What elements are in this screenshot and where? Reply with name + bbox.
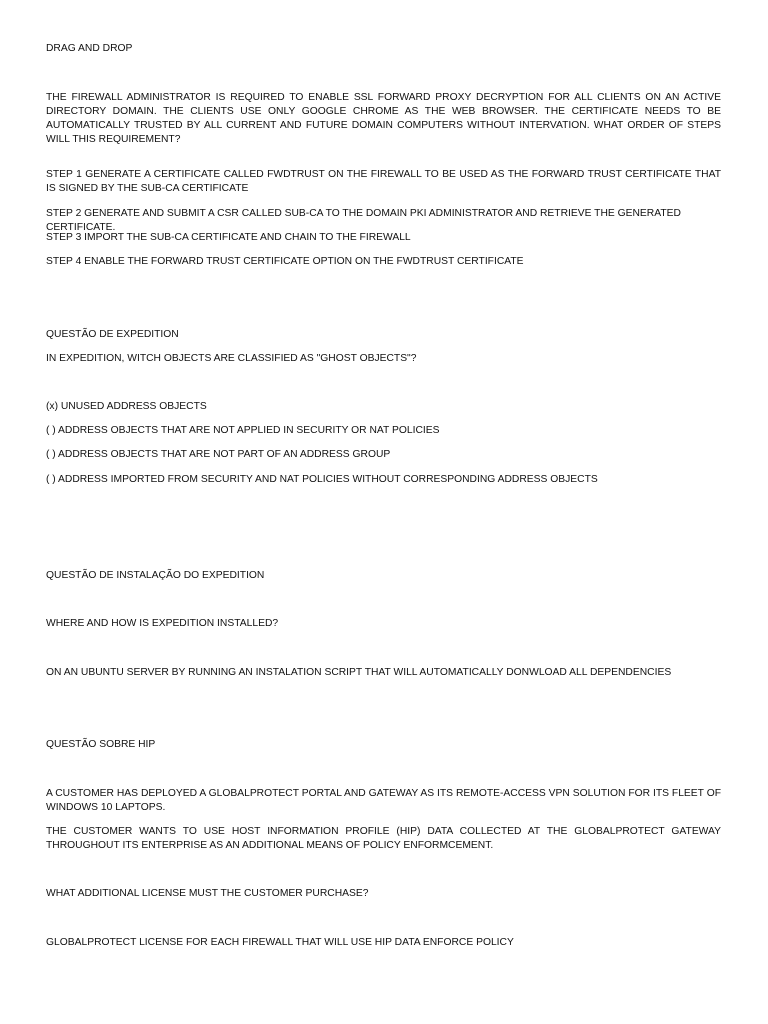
- expedition-option-4: ( ) ADDRESS IMPORTED FROM SECURITY AND NAT POLICIES WITHOUT CORRESPONDING ADDRESS OBJECTS: [46, 474, 598, 485]
- section-title-drag-drop: DRAG AND DROP: [46, 43, 133, 54]
- install-answer: ON AN UBUNTU SERVER BY RUNNING AN INSTALATION SCRIPT THAT WILL AUTOMATICALLY DONWLOAD ALL DEPENDENCIES: [46, 667, 672, 678]
- expedition-option-2: ( ) ADDRESS OBJECTS THAT ARE NOT APPLIED IN SECURITY OR NAT POLICIES: [46, 425, 440, 436]
- expedition-option-1: (x) UNUSED ADDRESS OBJECTS: [46, 401, 207, 412]
- drag-drop-step-1: STEP 1 GENERATE A CERTIFICATE CALLED FWDTRUST ON THE FIREWALL TO BE USED AS THE FORWARD TRUST CERTIFICATE THAT IS SIGNED BY THE SUB-CA CERTIFICATE: [46, 169, 721, 194]
- install-question: WHERE AND HOW IS EXPEDITION INSTALLED?: [46, 618, 279, 629]
- section-title-hip: QUESTÃO SOBRE HIP: [46, 739, 156, 750]
- section-title-install: QUESTÃO DE INSTALAÇÃO DO EXPEDITION: [46, 570, 265, 581]
- hip-question: WHAT ADDITIONAL LICENSE MUST THE CUSTOMER PURCHASE?: [46, 888, 369, 899]
- hip-paragraph-2: THE CUSTOMER WANTS TO USE HOST INFORMATION PROFILE (HIP) DATA COLLECTED AT THE GLOBALPROTECT GATEWAY THROUGHOUT ITS ENTERPRISE AS AN ADDITIONAL MEANS OF POLICY ENFORMCEMENT.: [46, 826, 721, 851]
- expedition-question: IN EXPEDITION, WITCH OBJECTS ARE CLASSIFIED AS "GHOST OBJECTS"?: [46, 353, 417, 364]
- drag-drop-question: THE FIREWALL ADMINISTRATOR IS REQUIRED TO ENABLE SSL FORWARD PROXY DECRYPTION FOR ALL CLIENTS ON AN ACTIVE DIRECTORY DOMAIN. THE CLIENTS USE ONLY GOOGLE CHROME AS THE WEB BROWSER. THE CERTIFICATE NEEDS TO BE AUTOMATICALLY TRUSTED BY ALL CURRENT AND FUTURE DOMAIN COMPUTERS WITHOUT INTERVATION. WHAT ORDER OF STEPS WILL THIS REQUIREMENT?: [46, 92, 721, 145]
- hip-answer: GLOBALPROTECT LICENSE FOR EACH FIREWALL THAT WILL USE HIP DATA ENFORCE POLICY: [46, 937, 514, 948]
- hip-paragraph-1: A CUSTOMER HAS DEPLOYED A GLOBALPROTECT PORTAL AND GATEWAY AS ITS REMOTE-ACCESS VPN SOLUTION FOR ITS FLEET OF WINDOWS 10 LAPTOPS.: [46, 788, 721, 813]
- drag-drop-step-2: STEP 2 GENERATE AND SUBMIT A CSR CALLED SUB-CA TO THE DOMAIN PKI ADMINISTRATOR AND RETRIEVE THE GENERATED CERTIFICATE.: [46, 208, 681, 233]
- section-title-expedition: QUESTÃO DE EXPEDITION: [46, 329, 179, 340]
- expedition-option-3: ( ) ADDRESS OBJECTS THAT ARE NOT PART OF AN ADDRESS GROUP: [46, 449, 391, 460]
- drag-drop-step-3: STEP 3 IMPORT THE SUB-CA CERTIFICATE AND CHAIN TO THE FIREWALL: [46, 232, 411, 243]
- drag-drop-step-4: STEP 4 ENABLE THE FORWARD TRUST CERTIFICATE OPTION ON THE FWDTRUST CERTIFICATE: [46, 256, 524, 267]
